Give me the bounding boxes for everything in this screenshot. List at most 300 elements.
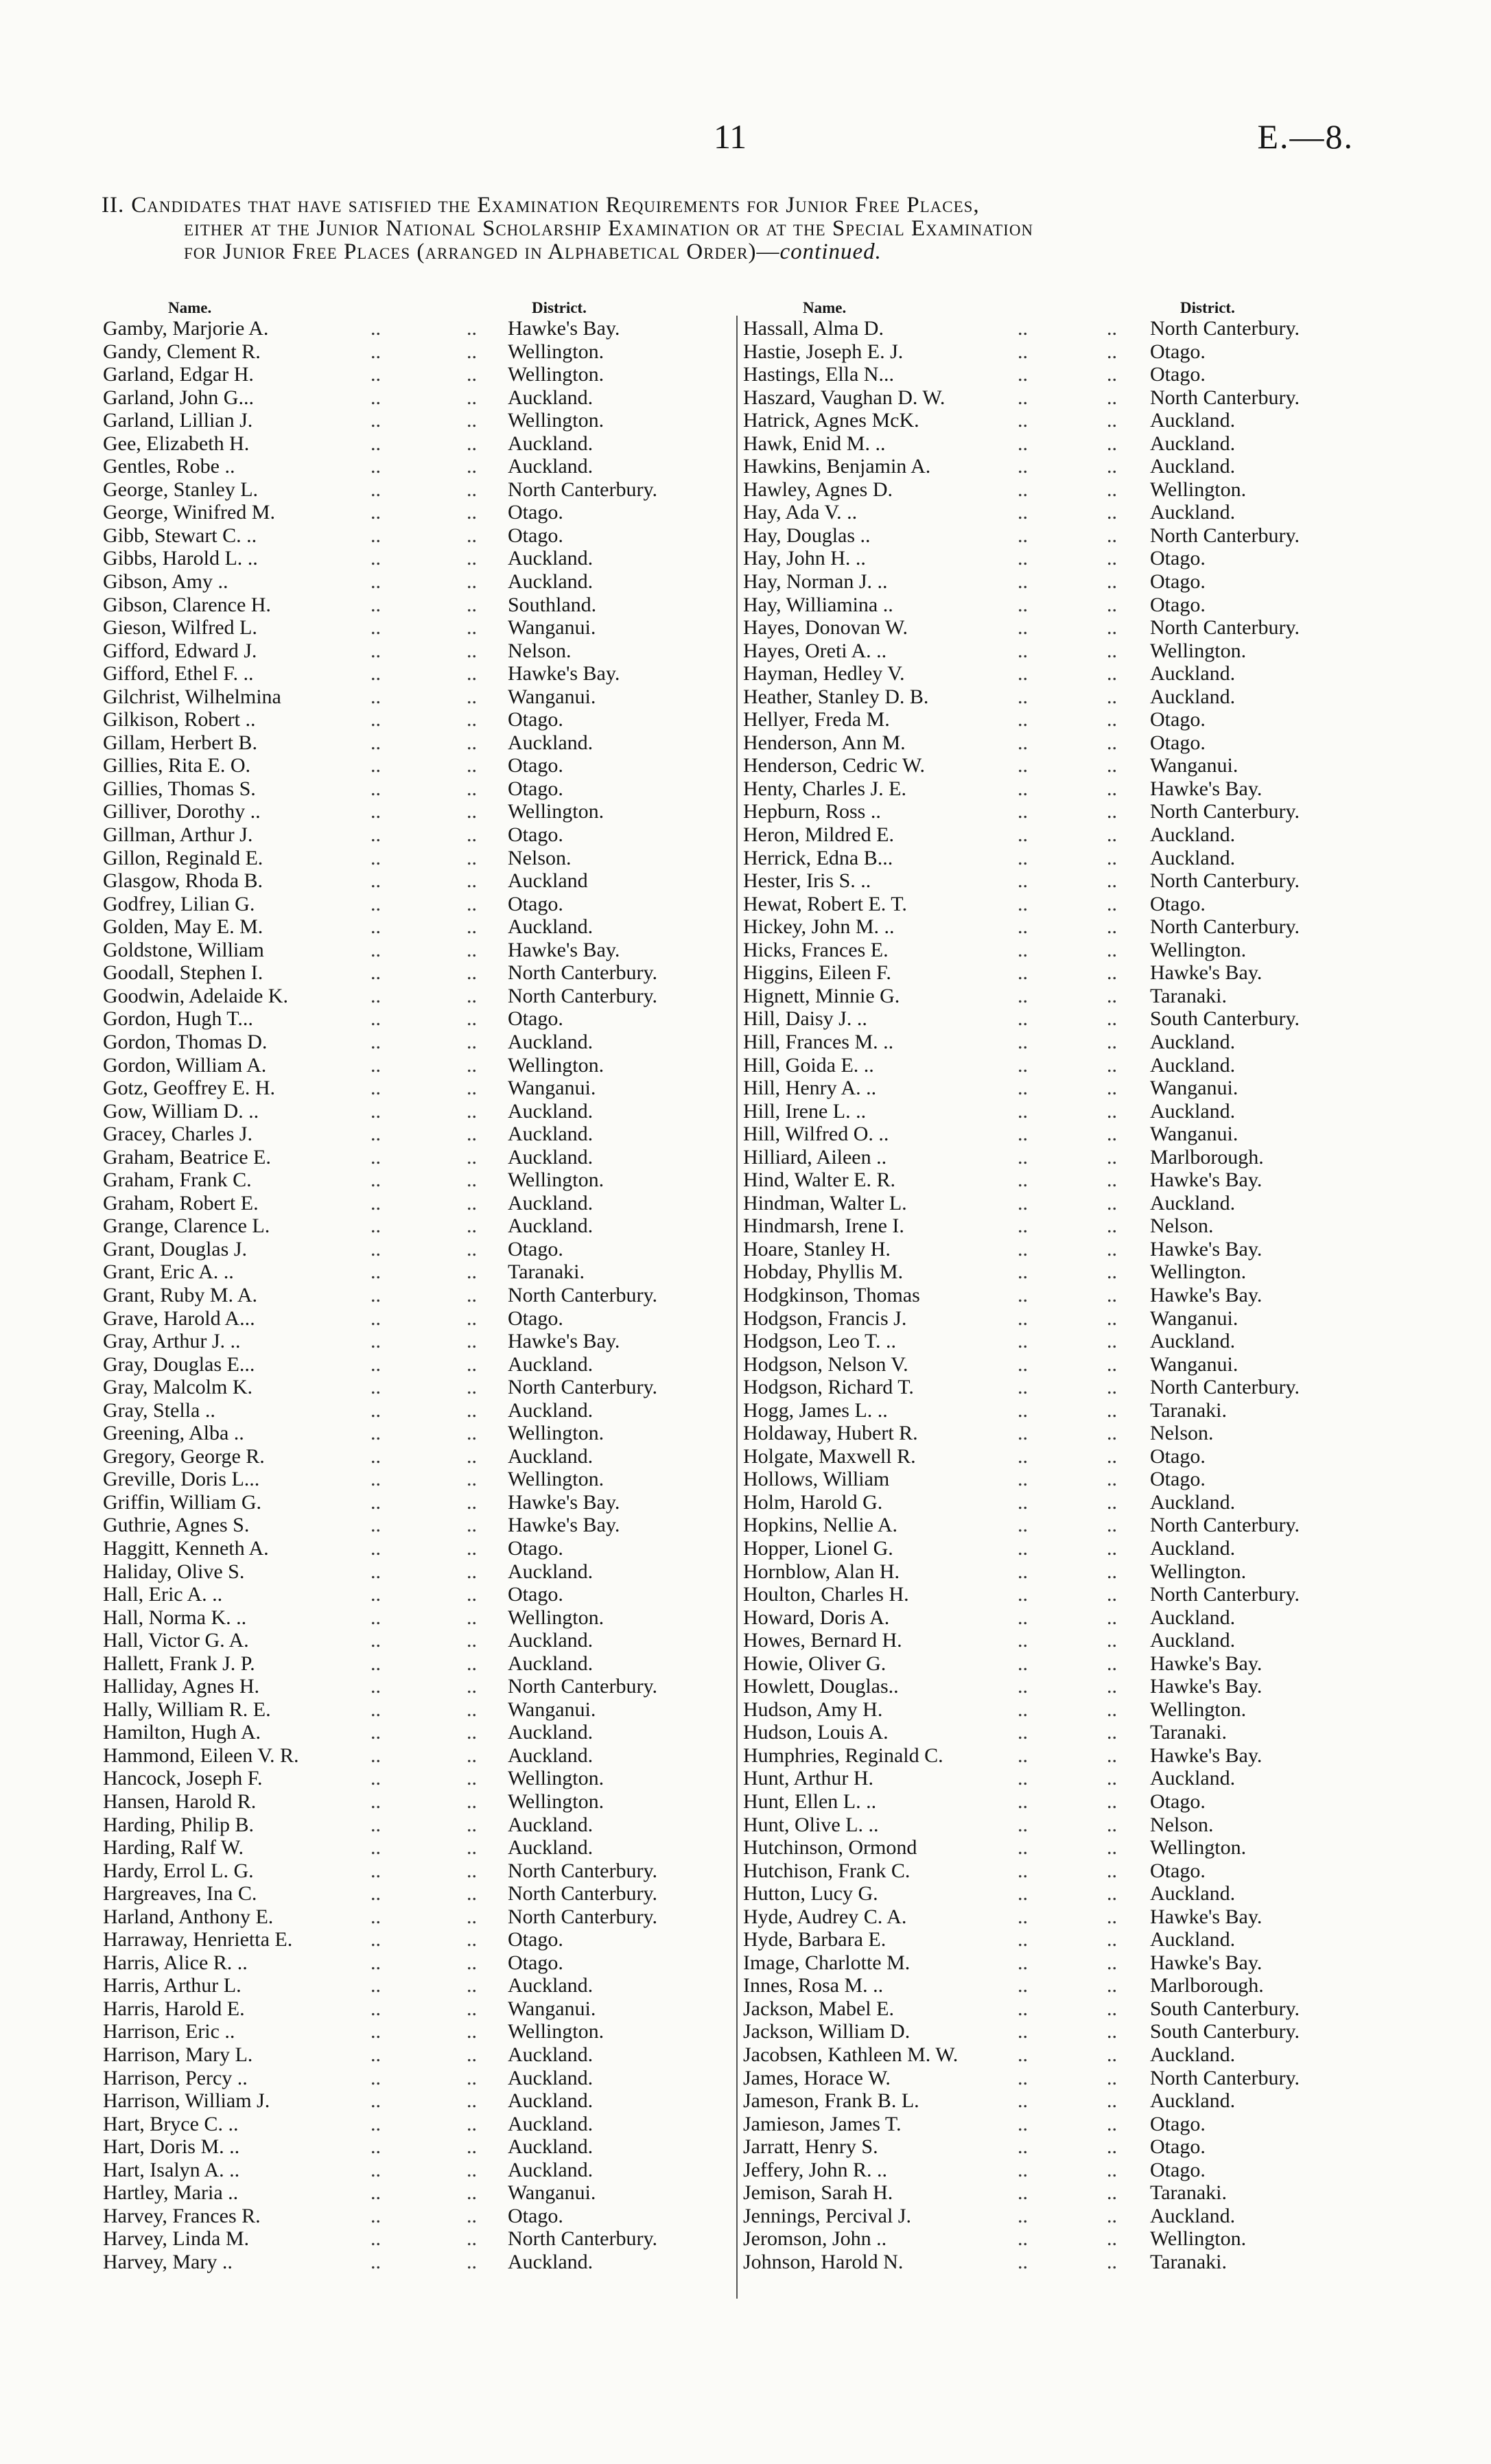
leader-dots: .. xyxy=(1107,1790,1117,1813)
leader-dots: .. xyxy=(371,2158,381,2181)
candidate-name: Halliday, Agnes H. xyxy=(103,1675,260,1698)
candidate-district: Otago. xyxy=(1150,570,1206,594)
candidate-row xyxy=(103,1652,734,1676)
leader-dots: .. xyxy=(1107,984,1117,1007)
leader-dots: .. xyxy=(467,1836,477,1859)
candidate-name: James, Horace W. xyxy=(743,2066,891,2089)
candidate-name: Glasgow, Rhoda B. xyxy=(103,869,263,893)
candidate-row xyxy=(103,1997,734,2021)
candidate-row xyxy=(103,2089,734,2113)
candidate-district: Auckland. xyxy=(508,2250,594,2273)
candidate-district: Otago. xyxy=(1150,547,1206,570)
candidate-district: Auckland. xyxy=(508,2089,594,2113)
candidate-name: Hind, Walter E. R. xyxy=(743,1169,895,1192)
candidate-row xyxy=(743,1054,1374,1077)
leader-dots: .. xyxy=(1107,1536,1117,1560)
candidate-district: Otago. xyxy=(1150,2112,1206,2135)
candidate-name: Gow, William D. .. xyxy=(103,1099,259,1123)
leader-dots: .. xyxy=(371,639,381,662)
leader-dots: .. xyxy=(1107,1836,1117,1859)
candidate-name: Jackson, Mabel E. xyxy=(743,1997,894,2020)
candidate-row xyxy=(743,1330,1374,1353)
candidate-name: Gibb, Stewart C. .. xyxy=(103,524,257,547)
candidate-district: North Canterbury. xyxy=(508,961,657,985)
candidate-row xyxy=(743,2181,1374,2205)
leader-dots: .. xyxy=(1018,1813,1028,1836)
candidate-district: Otago. xyxy=(1150,2135,1206,2159)
leader-dots: .. xyxy=(1018,2020,1028,2043)
leader-dots: .. xyxy=(1018,1767,1028,1790)
leader-dots: .. xyxy=(467,1536,477,1560)
candidate-name: Jacobsen, Kathleen M. W. xyxy=(743,2043,959,2067)
candidate-name: Hassall, Alma D. xyxy=(743,317,884,340)
leader-dots: .. xyxy=(1018,1974,1028,1997)
candidate-name: Gifford, Edward J. xyxy=(103,639,257,662)
leader-dots: .. xyxy=(467,363,477,386)
leader-dots: .. xyxy=(1018,1237,1028,1260)
candidate-row xyxy=(103,2181,734,2205)
candidate-row xyxy=(743,409,1374,432)
leader-dots: .. xyxy=(1018,1169,1028,1192)
leader-dots: .. xyxy=(1018,1882,1028,1905)
candidate-name: Hodgson, Richard T. xyxy=(743,1376,914,1399)
leader-dots: .. xyxy=(371,984,381,1007)
candidate-name: Harrison, William J. xyxy=(103,2089,270,2113)
candidate-row xyxy=(743,754,1374,777)
candidate-district: Auckland. xyxy=(508,432,594,455)
candidate-name: Hall, Eric A. .. xyxy=(103,1583,223,1606)
leader-dots: .. xyxy=(467,1376,477,1399)
candidate-name: Gilkison, Robert .. xyxy=(103,708,256,731)
candidate-name: Garland, John G... xyxy=(103,386,254,409)
candidate-name: Hunt, Ellen L. .. xyxy=(743,1790,877,1813)
candidate-name: Grant, Douglas J. xyxy=(103,1237,247,1260)
candidate-row xyxy=(743,1974,1374,1997)
candidate-district: Auckland. xyxy=(508,1813,594,1836)
candidate-row xyxy=(743,800,1374,823)
candidate-row xyxy=(103,594,734,617)
candidate-district: Wellington. xyxy=(508,1606,604,1629)
leader-dots: .. xyxy=(371,2250,381,2273)
leader-dots: .. xyxy=(1107,1169,1117,1192)
leader-dots: .. xyxy=(371,777,381,800)
candidate-row xyxy=(103,1192,734,1215)
candidate-name: Heron, Mildred E. xyxy=(743,823,894,847)
leader-dots: .. xyxy=(467,1698,477,1721)
leader-dots: .. xyxy=(467,2181,477,2205)
leader-dots: .. xyxy=(1107,846,1117,869)
candidate-district: North Canterbury. xyxy=(508,1283,657,1306)
leader-dots: .. xyxy=(1107,1330,1117,1353)
leader-dots: .. xyxy=(371,662,381,685)
leader-dots: .. xyxy=(467,2204,477,2227)
candidate-district: Auckland. xyxy=(1150,1536,1236,1560)
leader-dots: .. xyxy=(467,1030,477,1053)
leader-dots: .. xyxy=(467,1422,477,1445)
leader-dots: .. xyxy=(1018,754,1028,777)
candidate-district: Auckland. xyxy=(1150,685,1236,708)
candidate-name: Harding, Philip B. xyxy=(103,1813,255,1836)
candidate-name: Hickey, John M. .. xyxy=(743,915,895,939)
leader-dots: .. xyxy=(1018,708,1028,731)
candidate-row xyxy=(743,1169,1374,1192)
candidate-district: Hawke's Bay. xyxy=(1150,961,1263,985)
candidate-name: Johnson, Harold N. xyxy=(743,2250,904,2273)
candidate-row xyxy=(103,1422,734,1445)
candidate-row xyxy=(743,708,1374,731)
candidate-name: Harris, Harold E. xyxy=(103,1997,245,2020)
leader-dots: .. xyxy=(371,1997,381,2020)
candidate-name: Hastie, Joseph E. J. xyxy=(743,340,904,363)
candidate-name: Goodwin, Adelaide K. xyxy=(103,984,288,1007)
leader-dots: .. xyxy=(1018,1836,1028,1859)
candidate-row xyxy=(743,1814,1374,1837)
candidate-name: Greville, Doris L... xyxy=(103,1468,260,1491)
candidate-name: Heather, Stanley D. B. xyxy=(743,685,929,708)
leader-dots: .. xyxy=(371,593,381,616)
leader-dots: .. xyxy=(1107,915,1117,939)
candidate-district: Auckland. xyxy=(1150,455,1236,478)
candidate-district: Wellington. xyxy=(508,1169,604,1192)
candidate-row xyxy=(103,1859,734,1883)
candidate-name: Henderson, Ann M. xyxy=(743,731,906,754)
candidate-row xyxy=(103,2227,734,2251)
candidate-name: Hill, Wilfred O. .. xyxy=(743,1123,889,1146)
leader-dots: .. xyxy=(371,938,381,961)
candidate-district: Wellington. xyxy=(1150,938,1247,961)
leader-dots: .. xyxy=(371,2227,381,2251)
leader-dots: .. xyxy=(1018,1951,1028,1974)
candidate-district: North Canterbury. xyxy=(1150,1376,1300,1399)
candidate-row xyxy=(103,1606,734,1630)
candidate-row xyxy=(743,432,1374,456)
candidate-district: North Canterbury. xyxy=(1150,800,1300,823)
candidate-name: Hatrick, Agnes McK. xyxy=(743,409,919,432)
leader-dots: .. xyxy=(467,1215,477,1238)
candidate-district: Wellington. xyxy=(1150,1698,1247,1721)
candidate-district: North Canterbury. xyxy=(1150,1514,1300,1537)
leader-dots: .. xyxy=(1018,915,1028,939)
candidate-row xyxy=(103,2135,734,2159)
candidate-row xyxy=(743,1859,1374,1883)
leader-dots: .. xyxy=(1107,1997,1117,2020)
candidate-row xyxy=(103,363,734,386)
candidate-district: Otago. xyxy=(1150,1790,1206,1813)
candidate-name: Hunt, Arthur H. xyxy=(743,1767,873,1790)
leader-dots: .. xyxy=(371,823,381,847)
candidate-row xyxy=(743,1537,1374,1560)
leader-dots: .. xyxy=(1107,1352,1117,1376)
leader-dots: .. xyxy=(1018,1905,1028,1928)
leader-dots: .. xyxy=(371,1422,381,1445)
leader-dots: .. xyxy=(1018,1099,1028,1123)
leader-dots: .. xyxy=(1107,1237,1117,1260)
leader-dots: .. xyxy=(467,662,477,685)
leader-dots: .. xyxy=(467,1606,477,1629)
candidate-name: Holgate, Maxwell R. xyxy=(743,1444,916,1468)
candidate-name: Holdaway, Hubert R. xyxy=(743,1422,918,1445)
candidate-name: Innes, Rosa M. .. xyxy=(743,1974,884,1997)
candidate-district: Hawke's Bay. xyxy=(1150,1169,1263,1192)
candidate-district: Auckland. xyxy=(508,2043,594,2067)
candidate-name: Gray, Douglas E... xyxy=(103,1352,255,1376)
leader-dots: .. xyxy=(1018,1468,1028,1491)
candidate-row xyxy=(103,455,734,478)
right-district-header: District. xyxy=(1180,299,1235,316)
candidate-row xyxy=(103,1307,734,1330)
candidate-name: Gotz, Geoffrey E. H. xyxy=(103,1077,276,1100)
candidate-row xyxy=(743,1307,1374,1330)
leader-dots: .. xyxy=(371,2181,381,2205)
candidate-row xyxy=(103,1698,734,1722)
candidate-name: Jameson, Frank B. L. xyxy=(743,2089,919,2113)
leader-dots: .. xyxy=(467,777,477,800)
candidate-row xyxy=(743,2135,1374,2159)
candidate-row xyxy=(103,869,734,893)
candidate-row xyxy=(103,1100,734,1123)
leader-dots: .. xyxy=(1018,1053,1028,1077)
candidate-row xyxy=(103,823,734,847)
candidate-district: Auckland. xyxy=(508,1652,594,1675)
candidate-district: Wellington. xyxy=(1150,1260,1247,1284)
leader-dots: .. xyxy=(371,455,381,478)
candidate-district: Wellington. xyxy=(1150,1836,1247,1859)
candidate-name: Harvey, Frances R. xyxy=(103,2204,261,2227)
candidate-name: Greening, Alba .. xyxy=(103,1422,244,1445)
candidate-name: Hellyer, Freda M. xyxy=(743,708,890,731)
candidate-row xyxy=(743,1790,1374,1814)
candidate-name: Gibson, Amy .. xyxy=(103,570,228,594)
candidate-district: Hawke's Bay. xyxy=(508,1514,620,1537)
leader-dots: .. xyxy=(1107,938,1117,961)
leader-dots: .. xyxy=(371,616,381,640)
candidate-row xyxy=(743,1491,1374,1514)
candidate-district: Auckland. xyxy=(1150,1191,1236,1215)
leader-dots: .. xyxy=(1107,2020,1117,2043)
candidate-name: Hutchison, Frank C. xyxy=(743,1859,911,1882)
leader-dots: .. xyxy=(371,570,381,594)
candidate-row xyxy=(743,2251,1374,2274)
leader-dots: .. xyxy=(1018,1283,1028,1306)
candidate-name: Harland, Anthony E. xyxy=(103,1905,274,1928)
candidate-name: Gregory, George R. xyxy=(103,1444,265,1468)
candidate-name: Howie, Oliver G. xyxy=(743,1652,887,1675)
leader-dots: .. xyxy=(371,1767,381,1790)
candidate-name: Hay, Ada V. .. xyxy=(743,501,858,524)
leader-dots: .. xyxy=(1107,524,1117,547)
candidate-name: Grave, Harold A... xyxy=(103,1306,255,1330)
leader-dots: .. xyxy=(371,2043,381,2067)
candidate-name: Hallett, Frank J. P. xyxy=(103,1652,255,1675)
leader-dots: .. xyxy=(1107,1905,1117,1928)
candidate-row xyxy=(103,524,734,548)
leader-dots: .. xyxy=(371,1905,381,1928)
candidate-district: Taranaki. xyxy=(1150,2181,1228,2205)
leader-dots: .. xyxy=(1018,892,1028,915)
leader-dots: .. xyxy=(467,1859,477,1882)
candidate-name: George, Stanley L. xyxy=(103,478,259,501)
candidate-row xyxy=(103,2159,734,2182)
candidate-row xyxy=(743,1215,1374,1238)
section-heading xyxy=(102,193,1378,263)
leader-dots: .. xyxy=(1107,662,1117,685)
candidate-row xyxy=(103,1146,734,1169)
candidate-district: Nelson. xyxy=(1150,1813,1214,1836)
candidate-row xyxy=(743,594,1374,617)
leader-dots: .. xyxy=(1107,1444,1117,1468)
leader-dots: .. xyxy=(467,593,477,616)
leader-dots: .. xyxy=(467,1260,477,1284)
candidate-name: Gibbs, Harold L. .. xyxy=(103,547,258,570)
leader-dots: .. xyxy=(1107,1721,1117,1744)
candidate-district: Auckland. xyxy=(508,1398,594,1422)
candidate-name: Hawley, Agnes D. xyxy=(743,478,893,501)
candidate-name: Gillman, Arthur J. xyxy=(103,823,253,847)
candidate-row xyxy=(103,570,734,594)
leader-dots: .. xyxy=(467,1306,477,1330)
leader-dots: .. xyxy=(371,1974,381,1997)
leader-dots: .. xyxy=(1018,1444,1028,1468)
leader-dots: .. xyxy=(371,1215,381,1238)
candidate-row xyxy=(103,1537,734,1560)
candidate-name: Gillies, Thomas S. xyxy=(103,777,256,800)
leader-dots: .. xyxy=(1018,1376,1028,1399)
candidate-district: Otago. xyxy=(508,754,563,777)
candidate-district: North Canterbury. xyxy=(1150,2066,1300,2089)
leader-dots: .. xyxy=(371,1330,381,1353)
candidate-name: Harris, Arthur L. xyxy=(103,1974,242,1997)
leader-dots: .. xyxy=(1107,1030,1117,1053)
candidate-district: Auckland. xyxy=(508,547,594,570)
leader-dots: .. xyxy=(1018,1330,1028,1353)
leader-dots: .. xyxy=(467,2066,477,2089)
candidate-row xyxy=(743,1031,1374,1054)
leader-dots: .. xyxy=(467,1560,477,1583)
heading-line-3: for Junior Free Places (arranged in Alphabetical Order)— xyxy=(184,239,780,264)
candidate-district: Auckland. xyxy=(1150,2043,1236,2067)
leader-dots: .. xyxy=(1018,1030,1028,1053)
candidate-row xyxy=(743,524,1374,548)
candidate-name: Hansen, Harold R. xyxy=(103,1790,257,1813)
candidate-district: Southland. xyxy=(508,593,597,616)
leader-dots: .. xyxy=(371,1744,381,1767)
candidate-row xyxy=(103,1928,734,1951)
leader-dots: .. xyxy=(467,800,477,823)
leader-dots: .. xyxy=(467,1468,477,1491)
leader-dots: .. xyxy=(467,432,477,455)
leader-dots: .. xyxy=(467,1652,477,1675)
candidate-row xyxy=(103,2043,734,2067)
candidate-district: Wanganui. xyxy=(508,1077,596,1100)
candidate-district: Auckland. xyxy=(508,1030,594,1053)
candidate-name: Hollows, William xyxy=(743,1468,890,1491)
leader-dots: .. xyxy=(1107,1928,1117,1951)
leader-dots: .. xyxy=(1107,1077,1117,1100)
candidate-district: Otago. xyxy=(508,501,563,524)
candidate-row xyxy=(743,1836,1374,1859)
candidate-name: Gordon, Thomas D. xyxy=(103,1030,268,1053)
candidate-row xyxy=(743,1399,1374,1422)
leader-dots: .. xyxy=(1018,2204,1028,2227)
candidate-name: Herrick, Edna B... xyxy=(743,846,893,869)
leader-dots: .. xyxy=(1107,409,1117,432)
candidate-row xyxy=(103,317,734,340)
leader-dots: .. xyxy=(371,892,381,915)
candidate-name: Hodgkinson, Thomas xyxy=(743,1283,920,1306)
candidate-district: Wellington. xyxy=(508,1767,604,1790)
leader-dots: .. xyxy=(1107,869,1117,893)
candidate-name: Jarratt, Henry S. xyxy=(743,2135,878,2159)
candidate-district: North Canterbury. xyxy=(1150,524,1300,547)
candidate-row xyxy=(103,340,734,364)
candidate-district: South Canterbury. xyxy=(1150,2020,1300,2043)
candidate-name: Harrison, Mary L. xyxy=(103,2043,253,2067)
candidate-row xyxy=(103,2251,734,2274)
leader-dots: .. xyxy=(467,570,477,594)
candidate-district: Otago. xyxy=(1150,340,1206,363)
leader-dots: .. xyxy=(467,1007,477,1031)
leader-dots: .. xyxy=(1018,1698,1028,1721)
candidate-district: Otago. xyxy=(1150,1859,1206,1882)
candidate-district: Hawke's Bay. xyxy=(508,1330,620,1353)
leader-dots: .. xyxy=(1107,317,1117,340)
candidate-row xyxy=(103,1468,734,1491)
candidate-district: Auckland. xyxy=(1150,1767,1236,1790)
leader-dots: .. xyxy=(1018,639,1028,662)
leader-dots: .. xyxy=(1107,1260,1117,1284)
candidate-district: Auckland. xyxy=(508,1744,594,1767)
candidate-district: Otago. xyxy=(508,892,563,915)
leader-dots: .. xyxy=(1018,524,1028,547)
leader-dots: .. xyxy=(371,1260,381,1284)
leader-dots: .. xyxy=(371,1237,381,1260)
candidate-district: Otago. xyxy=(508,1237,563,1260)
candidate-district: Nelson. xyxy=(508,639,572,662)
leader-dots: .. xyxy=(371,1882,381,1905)
leader-dots: .. xyxy=(1018,478,1028,501)
leader-dots: .. xyxy=(467,2089,477,2113)
leader-dots: .. xyxy=(1018,1352,1028,1376)
leader-dots: .. xyxy=(467,409,477,432)
candidate-name: Howlett, Douglas.. xyxy=(743,1675,899,1698)
candidate-district: Otago. xyxy=(1150,593,1206,616)
candidate-district: Auckland. xyxy=(508,915,594,939)
leader-dots: .. xyxy=(1107,1583,1117,1606)
candidate-name: Jennings, Percival J. xyxy=(743,2204,911,2227)
leader-dots: .. xyxy=(467,639,477,662)
leader-dots: .. xyxy=(1018,938,1028,961)
candidate-name: Hill, Henry A. .. xyxy=(743,1077,877,1100)
leader-dots: .. xyxy=(371,1859,381,1882)
candidate-name: Goodall, Stephen I. xyxy=(103,961,263,985)
leader-dots: .. xyxy=(467,317,477,340)
candidate-district: Auckland. xyxy=(508,1191,594,1215)
candidate-name: Gray, Stella .. xyxy=(103,1398,215,1422)
candidate-name: Haggitt, Kenneth A. xyxy=(103,1536,269,1560)
candidate-name: Harrison, Percy .. xyxy=(103,2066,248,2089)
leader-dots: .. xyxy=(1018,1490,1028,1514)
candidate-district: Wanganui. xyxy=(1150,1352,1238,1376)
candidate-district: Auckland. xyxy=(508,1629,594,1652)
leader-dots: .. xyxy=(467,340,477,363)
candidate-district: Otago. xyxy=(508,708,563,731)
candidate-name: Image, Charlotte M. xyxy=(743,1951,911,1974)
leader-dots: .. xyxy=(1107,1191,1117,1215)
candidate-row xyxy=(103,939,734,962)
leader-dots: .. xyxy=(1107,2089,1117,2113)
candidate-district: Auckland. xyxy=(508,2112,594,2135)
candidate-row xyxy=(743,1468,1374,1491)
